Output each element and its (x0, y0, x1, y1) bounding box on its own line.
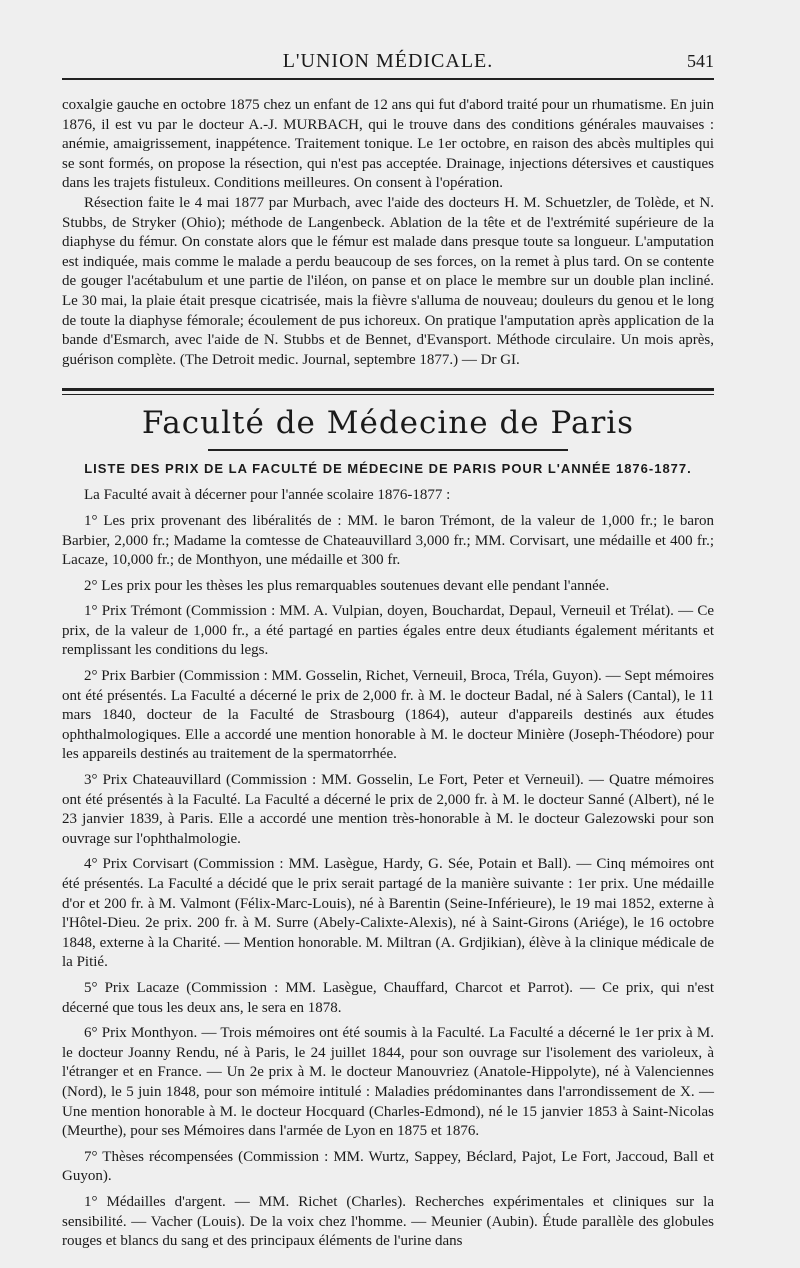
prize-paragraph: 1° Prix Trémont (Commission : MM. A. Vulpian, doyen, Bouchardat, Depaul, Verneuil et Trélat). — Ce prix, de la valeur de 1,000 fr., a été partagé en parties égales entre deux étudiants également méritants et remplissant les conditions du legs. (62, 603, 714, 659)
case-report (62, 96, 714, 370)
running-header (62, 44, 714, 80)
prize-paragraph: 7° Thèses récompensées (Commission : MM. Wurtz, Sappey, Béclard, Pajot, Le Fort, Jaccoud, Ball et Guyon). (62, 1148, 714, 1185)
prize-paragraph: La Faculté avait à décerner pour l'année scolaire 1876-1877 : (84, 487, 451, 504)
prize-paragraph: 1° Médailles d'argent. — MM. Richet (Charles). Recherches expérimentales et cliniques sur la sensibilité. — Vacher (Louis). De la voix chez l'homme. — Meunier (Aubin). Étude parallèle des globules rouges et blancs du sang et des principaux éléments de l'urine dans (62, 1193, 714, 1250)
prize-list (62, 486, 714, 1251)
prize-paragraph: 4° Prix Corvisart (Commission : MM. Lasègue, Hardy, G. Sée, Potain et Ball). — Cinq mémoires ont été présentés. La Faculté a décidé que le prix serait partagé de la manière suivante : 1er prix. Une médaille d'or et 200 fr. à M. Valmont (Félix-Marc-Louis), né à Barentin (Seine-Inférieure), le 19 mai 1852, externe à l'Hôtel-Dieu. 2e prix. 200 fr. à M. Surre (Abely-Calixte-Alexis), né à Saint-Girons (Ariége), le 16 octobre 1848, externe à la Charité. — Mention honorable. M. Miltran (A. Grdjikian), élève à la clinique médicale de la Pitié. (62, 856, 714, 971)
prize-paragraph: 2° Les prix pour les thèses les plus remarquables soutenues devant elle pendant l'année. (84, 577, 610, 594)
prize-paragraph: 1° Les prix provenant des libéralités de : MM. le baron Trémont, de la valeur de 1,000 fr.; le baron Barbier, 2,000 fr.; Madame la comtesse de Chateauvillard 3,000 fr.; MM. Corvisart, une médaille et 400 fr.; Lacaze, 10,000 fr.; de Monthyon, une médaille et 300 fr. (62, 512, 714, 569)
prize-paragraph: 5° Prix Lacaze (Commission : MM. Lasègue, Chauffard, Charcot et Parrot). — Ce prix, qui n'est décerné que tous les deux ans, le sera en 1878. (62, 979, 714, 1016)
page-number: 541 (687, 51, 714, 71)
prize-paragraph: 2° Prix Barbier (Commission : MM. Gosselin, Richet, Verneuil, Broca, Tréla, Guyon). — Sept mémoires ont été présentés. La Faculté a décerné le prix de 2,000 fr. à M. le docteur Badal, né à Salers (Cantal), le 11 mars 1840, docteur de la Faculté de Strasbourg (1864), auteur d'appareils destinés aux études ophthalmologiques. Elle a accordé une mention honorable à M. le docteur Minière (Joseph-Théodore) pour les appareils destinés au traitement de la spermatorrhée. (62, 668, 714, 763)
prize-paragraph: 6° Prix Monthyon. — Trois mémoires ont été soumis à la Faculté. La Faculté a décerné le 1er prix à M. le docteur Joanny Rendu, né à Paris, le 24 juillet 1844, pour son ouvrage sur l'isolement des varioleux, à l'étranger et en France. — Un 2e prix à M. le docteur Manouvriez (Anatole-Hippolyte), né à Valenciennes (Nord), le 5 juin 1848, pour son mémoire intitulé : Maladies prédominantes dans l'arrondissement de X. — Une mention honorable à M. le docteur Hocquard (Charles-Edmond), né le 15 janvier 1853 à Saint-Nicolas (Meurthe), pour ses Mémoires dans l'armée de Lyon en 1875 et 1876. (62, 1025, 714, 1140)
title-rule (208, 449, 568, 451)
section-title: Faculté de Médecine de Paris (141, 405, 635, 442)
case-report-paragraph: coxalgie gauche en octobre 1875 chez un enfant de 12 ans qui fut d'abord traité pour un rhumatisme. En juin 1876, il est vu par le docteur A.-J. MURBACH, qui le trouve dans des conditions générales mauvaises : anémie, amaigrissement, inappétence. Traitement tonique. Le 1er octobre, en raison des abcès multiples qui se sont formés, on propose la résection, qui n'est pas acceptée. Drainage, injections détersives et caustiques dans les trajets fistuleux. Conditions meilleures. On consent à l'opération. (62, 97, 714, 192)
journal-title: L'UNION MÉDICALE. (282, 50, 494, 72)
prize-paragraph: 3° Prix Chateauvillard (Commission : MM. Gosselin, Le Fort, Peter et Verneuil). — Quatre mémoires ont été présentés à la Faculté. La Faculté a décerné le prix de 2,000 fr. à M. le docteur Sanné (Albert), né le 23 janvier 1839, à Paris. Elle a accordé une mention très-honorable à M. le docteur Galezowski pour son ouvrage sur l'ophthalmologie. (62, 772, 714, 847)
list-title: LISTE DES PRIX DE LA FACULTÉ DE MÉDECINE DE PARIS POUR L'ANNÉE 1876-1877. (84, 461, 692, 477)
section-divider (62, 388, 714, 395)
case-report-paragraph: Résection faite le 4 mai 1877 par Murbach, avec l'aide des docteurs H. M. Schuetzler, de Tolède, et N. Stubbs, de Stryker (Ohio); méthode de Langenbeck. Ablation de la tête et de l'extrémité supérieure de la diaphyse du fémur. On constate alors que le fémur est malade dans presque toute sa longueur. L'amputation est indiquée, mais comme le malade a perdu beaucoup de ses forces, on la remet à plus tard. On se contente de gouger l'acétabulum et une partie de l'iléon, on panse et on place le membre sur un double plan incliné. Le 30 mai, la plaie était presque cicatrisée, mais la fièvre s'alluma de nouveau; douleurs du genou et le long de toute la diaphyse fémorale; écoulement de pus ichoreux. On pratique l'amputation après application de la bande d'Esmarch, avec l'aide de N. Stubbs et de Bennet, d'Evansport. Méthode circulaire. Un mois après, guérison complète. (The Detroit medic. Journal, septembre 1877.) — Dr GI. (62, 194, 714, 368)
